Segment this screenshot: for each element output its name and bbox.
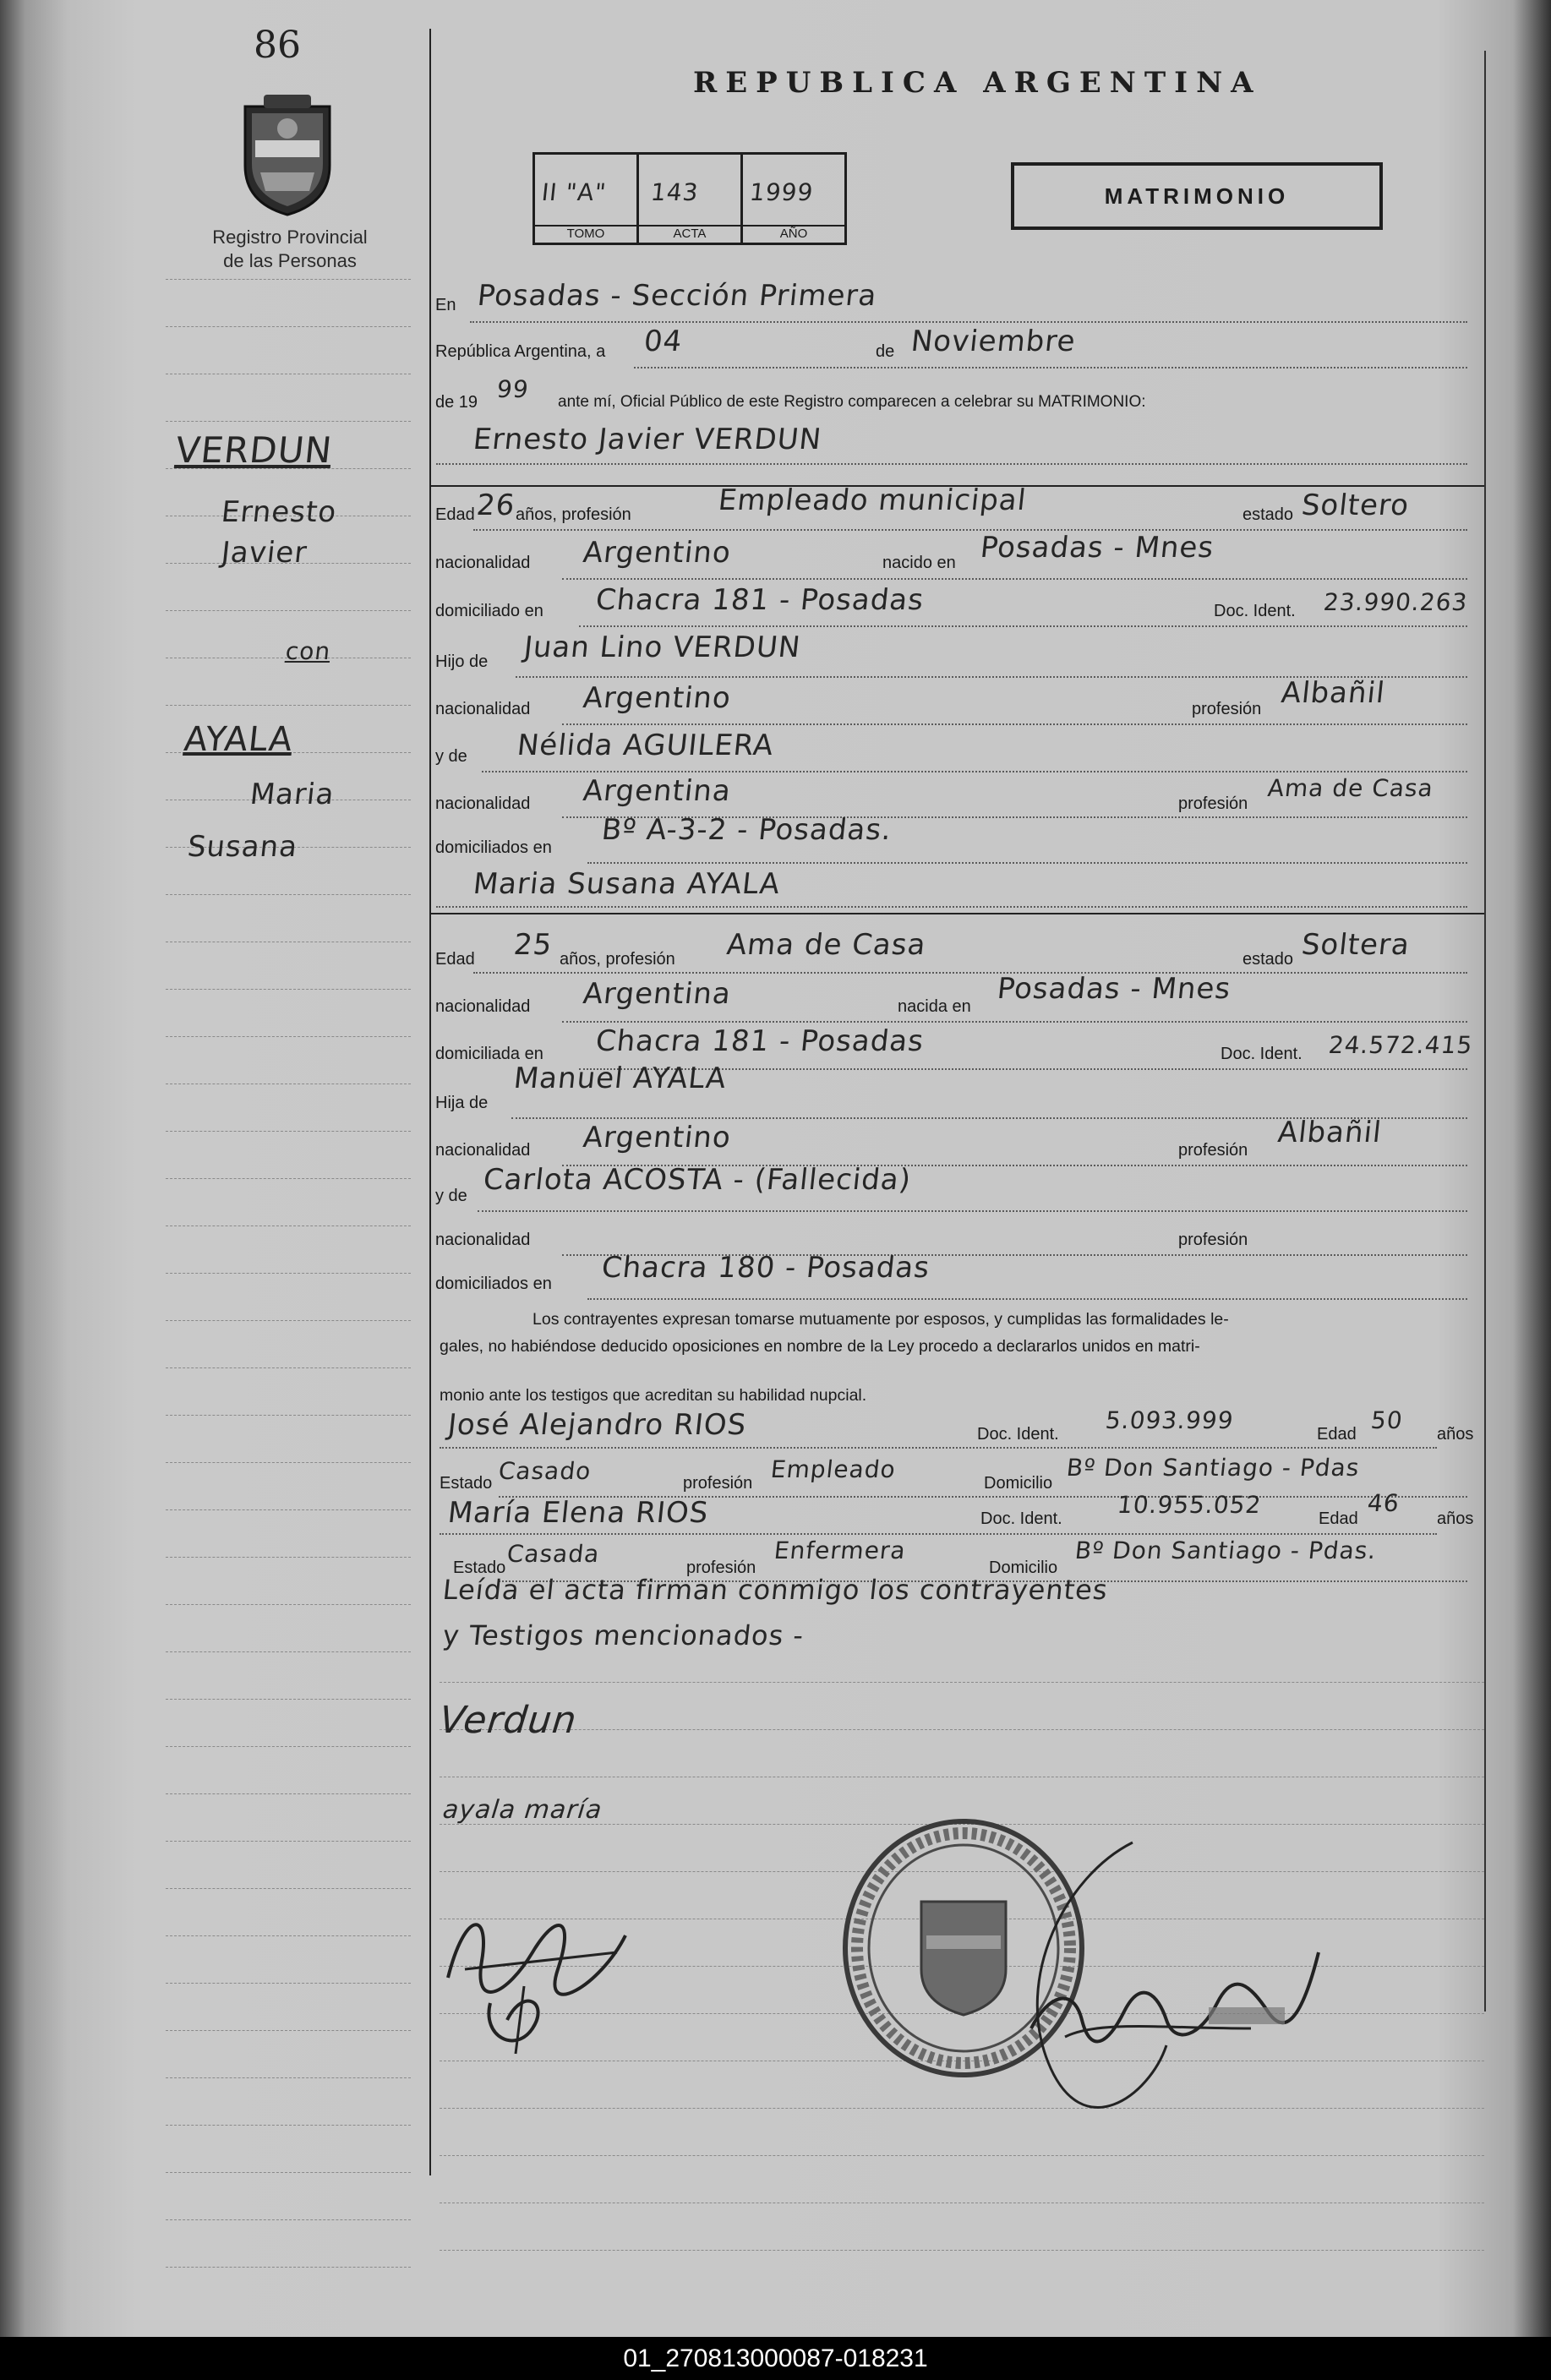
act-type-label: MATRIMONIO bbox=[1104, 183, 1290, 209]
ruled-line bbox=[166, 1651, 411, 1652]
closing-line2: y Testigos mencionados - bbox=[441, 1619, 806, 1651]
bride-doc-label: Doc. Ident. bbox=[1221, 1045, 1303, 1063]
acta-label: ACTA bbox=[639, 225, 740, 241]
bride-estado-value: Soltera bbox=[1299, 928, 1412, 962]
groom-father-name: Juan Lino VERDUN bbox=[522, 630, 803, 664]
en-value: Posadas - Sección Primera bbox=[475, 279, 879, 313]
tomo-label: TOMO bbox=[535, 225, 636, 241]
bride-father-name: Manuel AYALA bbox=[511, 1062, 729, 1095]
column-divider bbox=[429, 29, 431, 2175]
act-type-box bbox=[1011, 162, 1383, 230]
witness2-dom-label: Domicilio bbox=[989, 1558, 1058, 1577]
bride-father-nac-label: nacionalidad bbox=[435, 1141, 531, 1160]
groom-doc-value: 23.990.263 bbox=[1322, 588, 1470, 616]
ruled-line bbox=[166, 705, 411, 706]
groom-name: Ernesto Javier VERDUN bbox=[471, 423, 824, 456]
bride-father-prof-value: Albañil bbox=[1275, 1116, 1384, 1149]
en-label: En bbox=[435, 296, 456, 314]
ruled-line bbox=[166, 1273, 411, 1274]
bride-nacida-label: nacida en bbox=[898, 997, 971, 1016]
ruled-line bbox=[166, 1557, 411, 1558]
bride-mother-name: Carlota ACOSTA - (Fallecida) bbox=[481, 1163, 914, 1197]
groom-hijo-label: Hijo de bbox=[435, 652, 489, 671]
margin-note-javier: Javier bbox=[219, 536, 309, 570]
footer-code: 01_270813000087-018231 bbox=[0, 2337, 1551, 2380]
ruled-line bbox=[440, 1729, 1484, 1730]
groom-nacido-value: Posadas - Mnes bbox=[978, 531, 1216, 565]
ruled-line bbox=[166, 326, 411, 327]
witness1-doc-value: 5.093.999 bbox=[1104, 1406, 1236, 1434]
margin-note-verdun: VERDUN bbox=[173, 429, 335, 471]
day-value: 04 bbox=[642, 325, 685, 358]
bride-nacida-value: Posadas - Mnes bbox=[995, 972, 1233, 1006]
groom-nac-value: Argentino bbox=[581, 536, 733, 570]
office-name-line1: Registro Provincial bbox=[212, 227, 368, 248]
tomo-acta-ano-box bbox=[532, 152, 847, 245]
ruled-line bbox=[440, 2250, 1484, 2251]
office-name-line2: de las Personas bbox=[223, 250, 357, 271]
witness2-estado-label: Estado bbox=[453, 1558, 506, 1577]
witness1-edad-value: 50 bbox=[1369, 1406, 1405, 1434]
witness1-estado-label: Estado bbox=[440, 1474, 493, 1493]
republica-label: República Argentina, a bbox=[435, 342, 606, 361]
ruled-line bbox=[166, 1367, 411, 1368]
witness2-anos-label: años bbox=[1437, 1509, 1474, 1528]
witness2-dom-value: Bº Don Santiago - Pdas. bbox=[1073, 1537, 1379, 1564]
ruled-line bbox=[166, 421, 411, 422]
witness1-estado-value: Casado bbox=[497, 1457, 593, 1485]
coat-of-arms-icon bbox=[238, 91, 336, 218]
ruled-line bbox=[166, 894, 411, 895]
witness2-doc-label: Doc. Ident. bbox=[980, 1509, 1062, 1528]
groom-edad-label: Edad bbox=[435, 505, 475, 524]
witness-signatures-scribble bbox=[431, 1859, 651, 2062]
groom-mother-nac-label: nacionalidad bbox=[435, 794, 531, 813]
bride-yde-label: y de bbox=[435, 1187, 467, 1205]
groom-parents-dom-value: Bº A-3-2 - Posadas. bbox=[599, 813, 894, 847]
year-prefix: de 19 bbox=[435, 393, 478, 412]
ruled-line bbox=[166, 1841, 411, 1842]
bride-doc-value: 24.572.415 bbox=[1327, 1031, 1475, 1059]
groom-profesion-value: Empleado municipal bbox=[716, 483, 1029, 517]
margin-note-con: con bbox=[284, 637, 333, 665]
bride-mother-nac-label: nacionalidad bbox=[435, 1231, 531, 1249]
groom-edad-value: 26 bbox=[474, 489, 517, 522]
bride-father-nac-value: Argentino bbox=[581, 1121, 733, 1155]
bride-signature: ayala maría bbox=[441, 1795, 604, 1825]
acta-cell bbox=[639, 155, 743, 243]
witness2-prof-value: Enfermera bbox=[773, 1537, 908, 1564]
intro-statement: ante mí, Oficial Público de este Registro comparecen a celebrar su MATRIMONIO: bbox=[558, 393, 1146, 411]
ruled-line bbox=[166, 1888, 411, 1889]
ruled-line bbox=[166, 610, 411, 611]
ruled-line bbox=[166, 1509, 411, 1510]
witness1-prof-value: Empleado bbox=[769, 1455, 898, 1483]
ruled-line bbox=[440, 2155, 1484, 2156]
groom-estado-value: Soltero bbox=[1299, 489, 1412, 522]
witness1-dom-value: Bº Don Santiago - Pdas bbox=[1065, 1454, 1362, 1482]
margin-note-susana: Susana bbox=[185, 830, 300, 864]
registrar-signature-scribble bbox=[997, 1826, 1335, 2113]
margin-note-ernesto: Ernesto bbox=[219, 495, 339, 529]
bride-edad-label: Edad bbox=[435, 950, 475, 969]
ano-label: AÑO bbox=[743, 225, 844, 241]
ruled-line bbox=[166, 1983, 411, 1984]
bride-nac-label: nacionalidad bbox=[435, 997, 531, 1016]
ruled-line bbox=[166, 1793, 411, 1794]
margin-note-ayala: AYALA bbox=[182, 720, 295, 759]
ruled-line bbox=[166, 1746, 411, 1747]
ruled-line bbox=[166, 2030, 411, 2031]
ruled-line bbox=[166, 1415, 411, 1416]
bride-name: Maria Susana AYALA bbox=[471, 867, 783, 901]
ruled-line bbox=[166, 989, 411, 990]
bride-anos-profesion-label: años, profesión bbox=[560, 950, 675, 969]
witness2-prof-label: profesión bbox=[686, 1558, 756, 1577]
groom-father-prof-value: Albañil bbox=[1279, 676, 1387, 710]
margin-note-maria: Maria bbox=[248, 778, 336, 811]
ruled-line bbox=[166, 2219, 411, 2220]
de-label: de bbox=[876, 342, 895, 361]
witness2-edad-label: Edad bbox=[1319, 1509, 1358, 1528]
witness1-dom-label: Domicilio bbox=[984, 1474, 1053, 1493]
bride-dom-label: domiciliada en bbox=[435, 1045, 543, 1063]
witness1-doc-label: Doc. Ident. bbox=[977, 1425, 1059, 1444]
bride-profesion-value: Ama de Casa bbox=[724, 928, 928, 962]
declaration-line3: monio ante los testigos que acreditan su habilidad nupcial. bbox=[440, 1386, 867, 1405]
witness1-edad-label: Edad bbox=[1317, 1425, 1357, 1444]
ruled-line bbox=[166, 2125, 411, 2126]
witness1-name: José Alejandro RIOS bbox=[445, 1408, 749, 1442]
ano-value: 1999 bbox=[748, 178, 815, 206]
witness2-edad-value: 46 bbox=[1366, 1489, 1401, 1517]
witness2-estado-value: Casada bbox=[505, 1540, 602, 1568]
country-title: REPUBLICA ARGENTINA bbox=[693, 66, 1262, 100]
ruled-line bbox=[166, 2077, 411, 2078]
groom-nac-label: nacionalidad bbox=[435, 554, 531, 572]
ruled-line bbox=[166, 1225, 411, 1226]
groom-dom-label: domiciliado en bbox=[435, 602, 543, 620]
page-number: 86 bbox=[254, 24, 301, 67]
groom-estado-label: estado bbox=[1242, 505, 1294, 524]
groom-nacido-label: nacido en bbox=[882, 554, 956, 572]
closing-line1: Leída el acta firman conmigo los contrayentes bbox=[441, 1574, 1110, 1606]
groom-doc-label: Doc. Ident. bbox=[1214, 602, 1296, 620]
groom-parents-dom-label: domiciliados en bbox=[435, 838, 552, 857]
witness2-name: María Elena RIOS bbox=[445, 1496, 711, 1530]
groom-yde-label: y de bbox=[435, 747, 467, 766]
witness2-doc-value: 10.955.052 bbox=[1116, 1491, 1264, 1519]
witness1-prof-label: profesión bbox=[683, 1474, 753, 1493]
ruled-line bbox=[166, 1131, 411, 1132]
bride-hija-label: Hija de bbox=[435, 1094, 489, 1112]
groom-father-prof-label: profesión bbox=[1192, 700, 1262, 718]
bride-section-rule bbox=[431, 913, 1484, 914]
ano-cell bbox=[743, 155, 844, 243]
declaration-line1: Los contrayentes expresan tomarse mutuamente por esposos, y cumplidas las formalidades le- bbox=[532, 1310, 1229, 1329]
groom-mother-prof-label: profesión bbox=[1178, 794, 1248, 813]
declaration-line2: gales, no habiéndose deducido oposiciones en nombre de la Ley procedo a declararlos unidos en matri- bbox=[440, 1337, 1200, 1356]
groom-anos-profesion-label: años, profesión bbox=[516, 505, 631, 524]
year-value: 99 bbox=[495, 375, 531, 403]
ruled-line bbox=[166, 2267, 411, 2268]
ruled-line bbox=[166, 2172, 411, 2173]
month-value: Noviembre bbox=[909, 325, 1078, 358]
ruled-line bbox=[166, 1036, 411, 1037]
bride-parents-dom-value: Chacra 180 - Posadas bbox=[599, 1251, 932, 1285]
tomo-value: II "A" bbox=[540, 178, 609, 206]
ruled-line bbox=[440, 1682, 1484, 1683]
ruled-line bbox=[166, 279, 411, 280]
groom-mother-prof-value: Ama de Casa bbox=[1266, 774, 1435, 802]
ruled-line bbox=[166, 1462, 411, 1463]
ruled-line bbox=[166, 1699, 411, 1700]
right-border bbox=[1484, 51, 1486, 2012]
bride-edad-value: 25 bbox=[511, 928, 554, 962]
ruled-line bbox=[166, 1935, 411, 1936]
bride-nac-value: Argentina bbox=[581, 977, 733, 1011]
witness1-anos-label: años bbox=[1437, 1425, 1474, 1444]
groom-mother-name: Nélida AGUILERA bbox=[515, 729, 776, 762]
groom-father-nac-label: nacionalidad bbox=[435, 700, 531, 718]
tomo-cell bbox=[535, 155, 639, 243]
bride-dom-value: Chacra 181 - Posadas bbox=[593, 1024, 926, 1058]
ruled-line bbox=[166, 1178, 411, 1179]
groom-mother-nac-value: Argentina bbox=[581, 774, 733, 808]
bride-estado-label: estado bbox=[1242, 950, 1294, 969]
bride-parents-dom-label: domiciliados en bbox=[435, 1275, 552, 1293]
groom-dom-value: Chacra 181 - Posadas bbox=[593, 583, 926, 617]
bride-father-prof-label: profesión bbox=[1178, 1141, 1248, 1160]
ruled-line bbox=[166, 1604, 411, 1605]
bride-mother-prof-label: profesión bbox=[1178, 1231, 1248, 1249]
acta-value: 143 bbox=[649, 178, 701, 206]
ruled-line bbox=[166, 1320, 411, 1321]
groom-father-nac-value: Argentino bbox=[581, 681, 733, 715]
groom-signature: Verdun bbox=[437, 1699, 580, 1742]
